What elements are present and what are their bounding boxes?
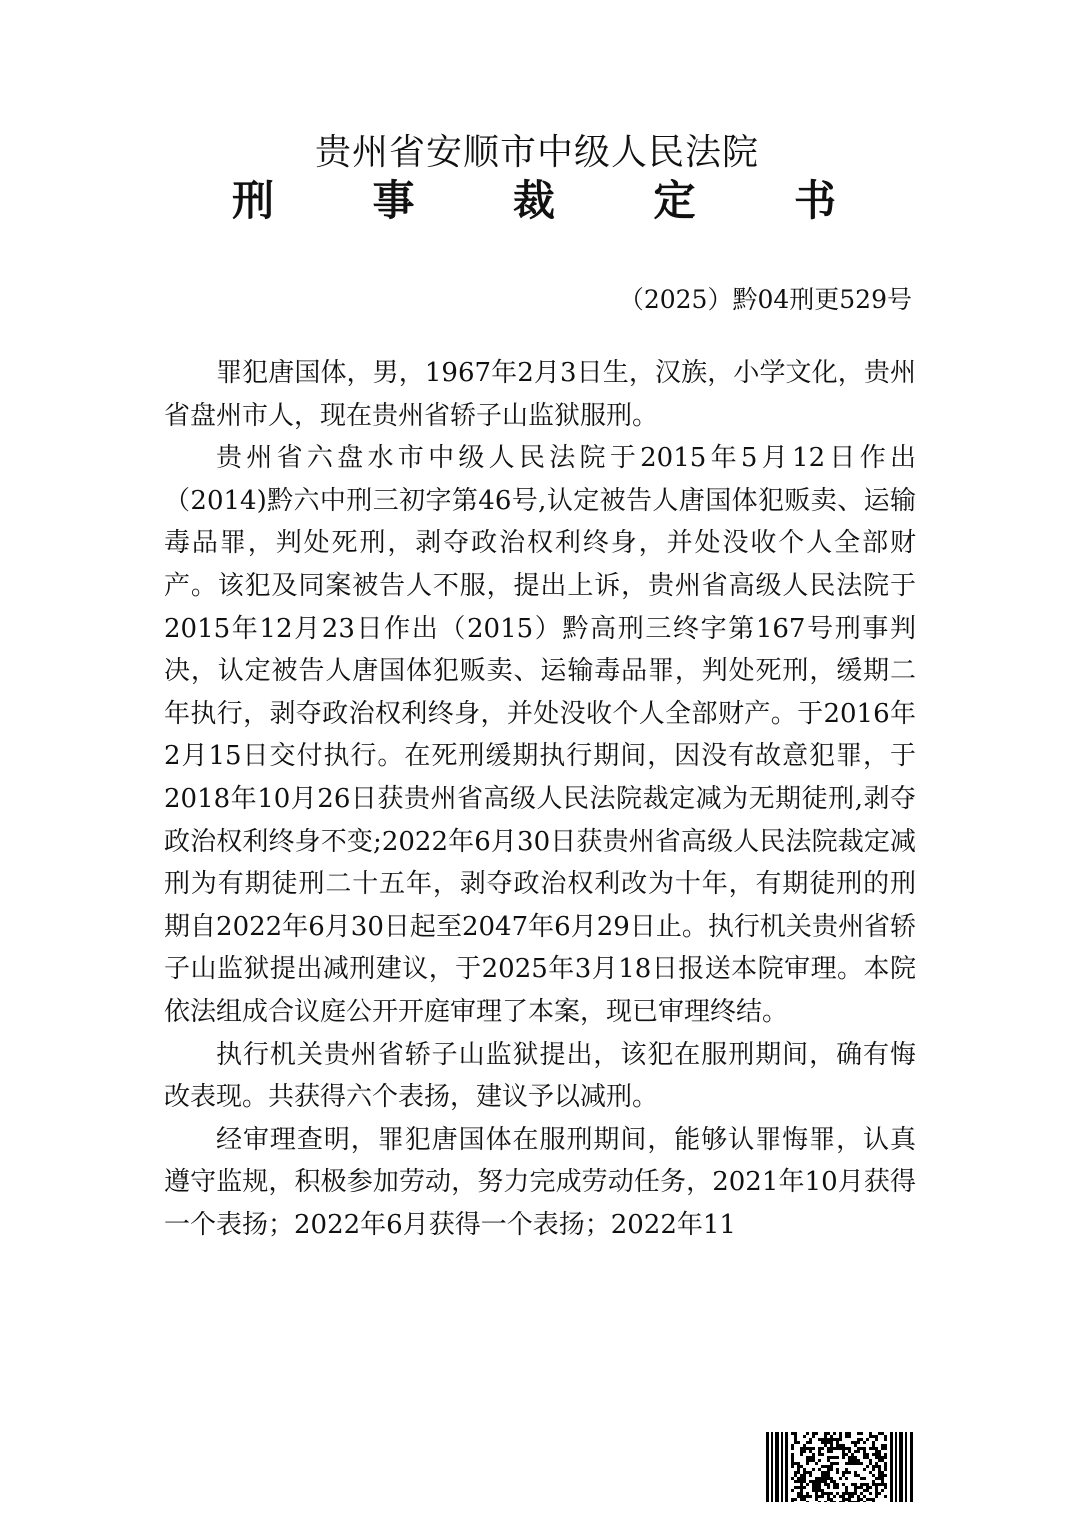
document-type-char: 定 xyxy=(653,176,696,225)
paragraph-defendant-info: 罪犯唐国体，男，1967年2月3日生，汉族，小学文化，贵州省盘州市人，现在贵州省轿子山监狱服刑。 xyxy=(164,358,916,431)
document-type-title xyxy=(232,176,836,226)
court-name: 贵州省安顺市中级人民法院 xyxy=(314,132,759,173)
case-number: （2025）黔04刑更529号 xyxy=(618,285,912,314)
paragraph-findings: 经审理查明，罪犯唐国体在服刑期间，能够认罪悔罪，认真遵守监规，积极参加劳动，努力完成劳动任务，2021年10月获得一个表扬；2022年6月获得一个表扬；2022年11 xyxy=(164,1124,916,1240)
paragraph-case-history: 贵州省六盘水市中级人民法院于2015年5月12日作出（2014)黔六中刑三初字第46号,认定被告人唐国体犯贩卖、运输毒品罪，判处死刑，剥夺政治权利终身，并处没收个人全部财产。该犯及同案被告人不服，提出上诉，贵州省高级人民法院于2015年12月23日作出（2015）黔高刑三终字第167号刑事判决，认定被告人唐国体犯贩卖、运输毒品罪，判处死刑，缓期二年执行，剥夺政治权利终身，并处没收个人全部财产。于2016年2月15日交付执行。在死刑缓期执行期间，因没有故意犯罪，于2018年10月26日获贵州省高级人民法院裁定减为无期徒刑,剥夺政治权利终身不变;2022年6月30日获贵州省高级人民法院裁定减刑为有期徒刑二十五年，剥夺政治权利改为十年，有期徒刑的刑期自2022年6月30日起至2047年6月29日止。执行机关贵州省轿子山监狱提出减刑建议，于2025年3月18日报送本院审理。本院依法组成合议庭公开开庭审理了本案，现已审理终结。 xyxy=(164,443,916,1027)
document-body xyxy=(164,352,916,1246)
document-type-char: 书 xyxy=(793,176,836,225)
barcode-icon xyxy=(766,1432,914,1502)
document-type-char: 刑 xyxy=(232,176,275,225)
document-type-char: 裁 xyxy=(512,176,555,225)
document-type-char: 事 xyxy=(372,176,415,225)
paragraph-prison-proposal: 执行机关贵州省轿子山监狱提出，该犯在服刑期间，确有悔改表现。共获得六个表扬，建议予以减刑。 xyxy=(164,1039,916,1113)
